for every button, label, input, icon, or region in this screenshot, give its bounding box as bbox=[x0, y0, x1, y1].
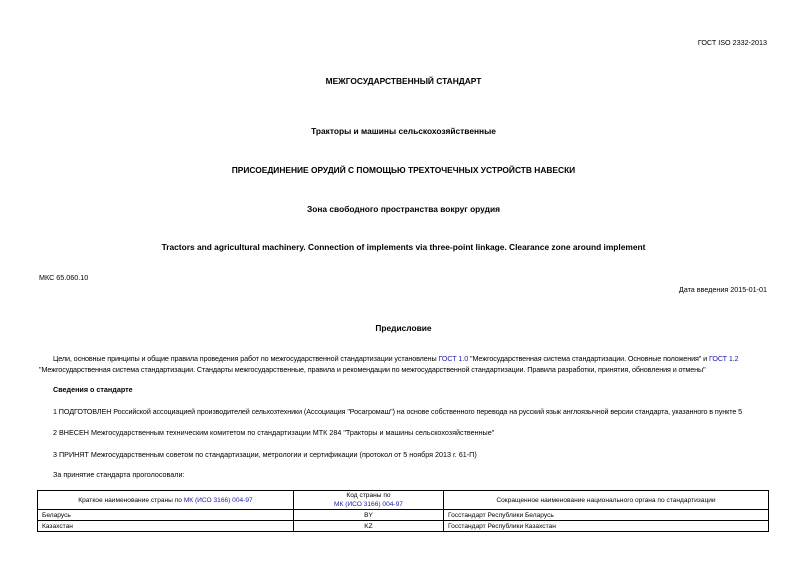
gost-1-2-link[interactable]: ГОСТ 1.2 bbox=[708, 354, 739, 363]
foreword-text-part2: "Межгосударственная система стандартизации. Основные положения" и bbox=[468, 354, 709, 363]
info-item-3: 3 ПРИНЯТ Межгосударственным советом по стандартизации, метрологии и сертификации (протокол от 5 ноября 2013 г. 61-П) bbox=[53, 450, 477, 459]
standard-type-heading: МЕЖГОСУДАРСТВЕННЫЙ СТАНДАРТ bbox=[325, 76, 482, 86]
foreword-paragraph-line1 bbox=[53, 354, 739, 363]
mk-iso-3166-link[interactable]: МК (ИСО 3166) 004-97 bbox=[183, 496, 253, 504]
header-standards-body: Сокращенное наименование национального органа по стандартизации bbox=[444, 491, 769, 510]
body-cell: Госстандарт Республики Казахстан bbox=[444, 521, 769, 532]
code-cell: KZ bbox=[294, 521, 444, 532]
introduction-date: Дата введения 2015-01-01 bbox=[678, 285, 767, 294]
foreword-paragraph-line2: "Межгосударственная система стандартизации. Стандарты межгосударственные, правила и рекомендации по межгосударственной стандартизации. Правила разработки, принятия, обновления и отмены" bbox=[39, 365, 706, 374]
table-row bbox=[38, 510, 769, 521]
header-country-code bbox=[294, 491, 444, 510]
foreword-heading: Предисловие bbox=[375, 323, 432, 333]
standard-info-heading: Сведения о стандарте bbox=[53, 385, 133, 394]
info-item-2: 2 ВНЕСЕН Межгосударственным техническим комитетом по стандартизации МТК 284 "Тракторы и машины сельскохозяйственные" bbox=[53, 428, 495, 437]
english-title: Tractors and agricultural machinery. Connection of implements via three-point linkage. Clearance zone around implement bbox=[161, 242, 646, 252]
header-code-text: Код страны по bbox=[346, 492, 391, 499]
country-cell: Казахстан bbox=[38, 521, 294, 532]
header-country-text: Краткое наименование страны по bbox=[78, 496, 184, 504]
header-country-name bbox=[38, 491, 294, 510]
document-code: ГОСТ ISO 2332-2013 bbox=[697, 38, 767, 47]
voted-label: За принятие стандарта проголосовали: bbox=[53, 470, 185, 479]
gost-1-0-link[interactable]: ГОСТ 1.0 bbox=[438, 354, 469, 363]
sub-title: Зона свободного пространства вокруг орудия bbox=[306, 204, 500, 214]
mk-iso-3166-code-link[interactable]: МК (ИСО 3166) 004-97 bbox=[334, 501, 403, 508]
table-row bbox=[38, 521, 769, 532]
main-title: ПРИСОЕДИНЕНИЕ ОРУДИЙ С ПОМОЩЬЮ ТРЕХТОЧЕЧНЫХ УСТРОЙСТВ НАВЕСКИ bbox=[231, 165, 576, 175]
foreword-text-part1: Цели, основные принципы и общие правила проведения работ по межгосударственной стандартизации установлены bbox=[53, 354, 439, 363]
info-item-1: 1 ПОДГОТОВЛЕН Российской ассоциацией производителей сельхозтехники (Ассоциация "Росагромаш") на основе собственного перевода на русский язык англоязычной версии стандарта, указанного в пункте 5 bbox=[53, 407, 743, 416]
countries-table bbox=[37, 490, 769, 532]
country-cell: Беларусь bbox=[38, 510, 294, 521]
code-cell: BY bbox=[294, 510, 444, 521]
mks-code: МКС 65.060.10 bbox=[39, 273, 89, 282]
table-header-row bbox=[38, 491, 769, 510]
body-cell: Госстандарт Республики Беларусь bbox=[444, 510, 769, 521]
group-title: Тракторы и машины сельскохозяйственные bbox=[311, 126, 496, 136]
